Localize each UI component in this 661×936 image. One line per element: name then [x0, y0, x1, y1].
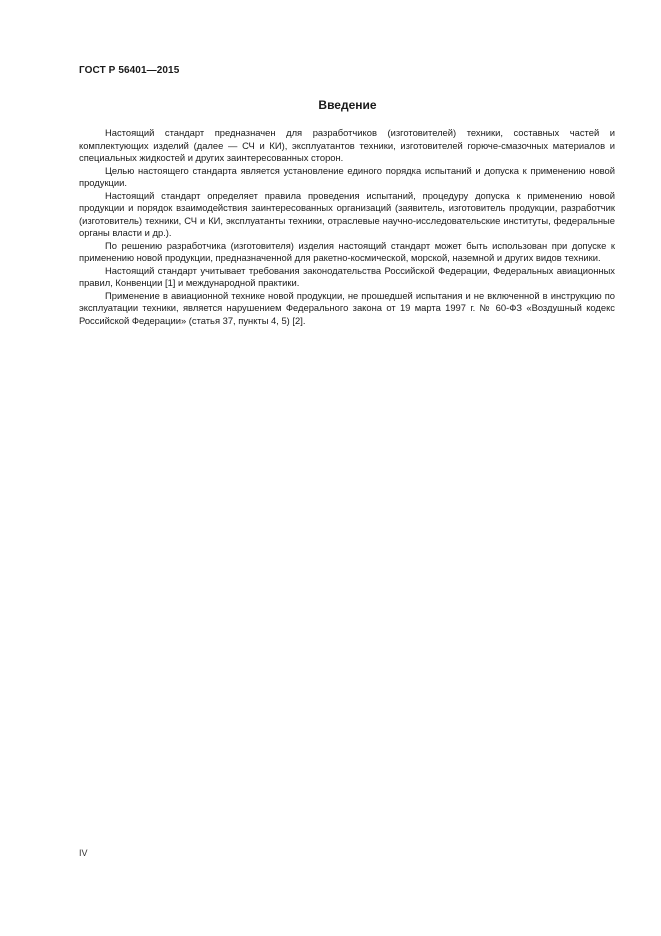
- document-header-standard-id: ГОСТ Р 56401—2015: [79, 65, 180, 76]
- section-title: Введение: [318, 98, 377, 112]
- page-number: IV: [79, 848, 88, 858]
- paragraph: Настоящий стандарт предназначен для разработчиков (изготовителей) техники, составных частей и комплектующих изделий (далее — СЧ и КИ), эксплуатантов техники, изготовителей горюче-смазочных материалов и специальных жидкостей и других заинтересованных сторон.: [79, 127, 615, 163]
- paragraph: Настоящий стандарт учитывает требования законодательства Российской Федерации, Федеральных авиационных правил, Конвенции [1] и международной практики.: [79, 264, 615, 288]
- paragraph: Настоящий стандарт определяет правила проведения испытаний, процедуру допуска к применению новой продукции и порядок взаимодействия заинтересованных организаций (заявитель, изготовитель продукции, разработчик (изготовитель) техники, СЧ и КИ, эксплуатанты техники, отраслевые научно-исследовательские институты, федеральные органы власти и др.).: [79, 189, 615, 238]
- section-body: [79, 127, 615, 327]
- paragraph: Целью настоящего стандарта является установление единого порядка испытаний и допуска к применению новой продукции.: [79, 164, 615, 188]
- paragraph: Применение в авиационной технике новой продукции, не прошедшей испытания и не включенной в инструкцию по эксплуатации техники, является нарушением Федерального закона от 19 марта 1997 г. № 60-ФЗ «Воздушный кодекс Российской Федерации» (статья 37, пункты 4, 5) [2].: [79, 289, 615, 326]
- paragraph: По решению разработчика (изготовителя) изделия настоящий стандарт может быть использован при допуске к применению новой продукции, предназначенной для ракетно-космической, морской, наземной и других видов техники.: [79, 239, 615, 263]
